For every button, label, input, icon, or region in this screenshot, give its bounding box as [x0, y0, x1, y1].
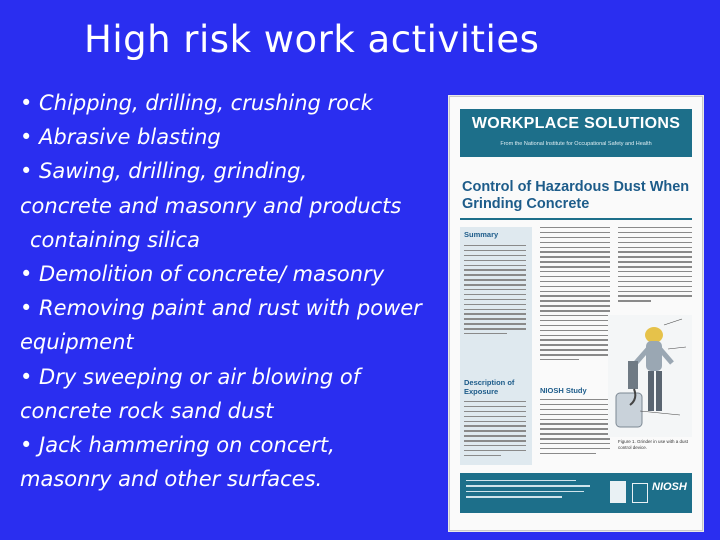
body-column-2 [618, 227, 692, 305]
exposure-heading-line: Description of [464, 378, 515, 387]
exposure-text-lines [464, 401, 526, 460]
slide-title: High risk work activities [84, 18, 540, 61]
bullet-line: • Removing paint and rust with power [20, 296, 422, 321]
doc-title [462, 179, 694, 213]
doc-title-line: Grinding Concrete [462, 196, 590, 212]
bullet-line: • Chipping, drilling, crushing rock [20, 91, 373, 115]
doc-title-line: Control of Hazardous Dust When [462, 179, 690, 195]
doc-footer [460, 473, 692, 513]
bullet-list [20, 86, 450, 496]
summary-text-lines [464, 245, 526, 338]
cdc-logo-icon [632, 483, 648, 503]
body-column-1 [540, 227, 610, 364]
bullet-line: • Demolition of concrete/ masonry [20, 262, 385, 287]
doc-header-subtitle: From the National Institute for Occupational Safety and Health [500, 141, 652, 147]
niosh-study-heading: NIOSH Study [540, 386, 587, 395]
exposure-heading-line: Exposure [464, 386, 499, 396]
exposure-heading [464, 379, 514, 396]
bullet-line: concrete and masonry and products [20, 193, 402, 218]
bullet-line: • Jack hammering on concert, [20, 433, 335, 458]
bullet-line: concrete rock sand dust [20, 398, 274, 423]
bullet-line: containing silica [30, 227, 200, 252]
footer-text-lines [466, 480, 596, 498]
bullet-line: • Dry sweeping or air blowing of [20, 364, 361, 389]
hhs-seal-icon [610, 481, 626, 503]
niosh-logo: NIOSH [652, 481, 687, 493]
summary-heading: Summary [464, 230, 499, 239]
doc-header-title: WORKPLACE SOLUTIONS [471, 115, 681, 132]
doc-sidebar [460, 227, 532, 465]
body-column-1-lower [540, 399, 610, 458]
bullet-line: masonry and other surfaces. [20, 467, 323, 492]
doc-header [460, 109, 692, 157]
bullet-line: equipment [20, 330, 134, 355]
bullet-line: • Sawing, drilling, grinding, [20, 159, 308, 184]
bullet-line: • Abrasive blasting [20, 125, 221, 150]
grinder-worker-illustration [608, 315, 692, 437]
figure-caption: Figure 1. Grinder in use with a dust control device. [618, 439, 689, 450]
doc-divider [460, 218, 692, 220]
document-thumbnail [449, 96, 703, 531]
